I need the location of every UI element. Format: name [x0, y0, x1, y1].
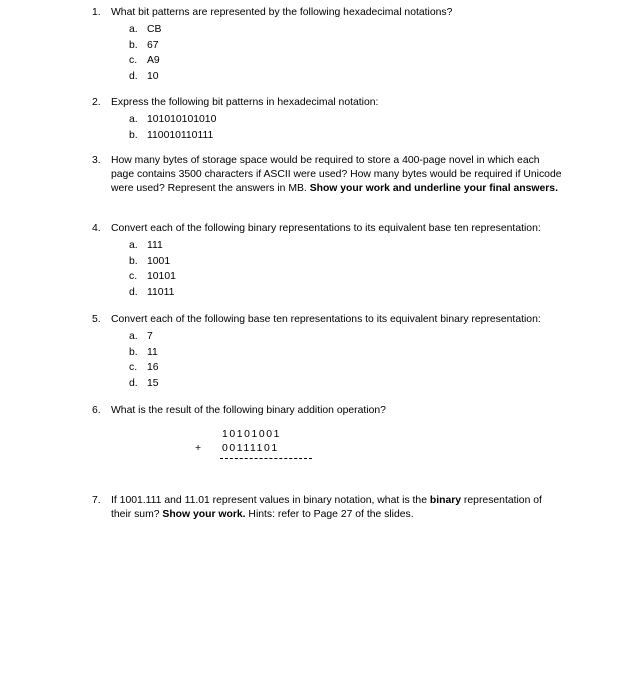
question-text: What is the result of the following binary addition operation? [111, 405, 386, 416]
option-item [129, 22, 562, 38]
option-list [129, 22, 562, 84]
question-text-bold: binary [429, 495, 462, 506]
option-item [129, 285, 562, 301]
question-text: Convert each of the following binary representations to its equivalent base ten representation: [111, 223, 541, 234]
option-list [129, 329, 562, 391]
question-number: 7. [92, 495, 101, 506]
option-item [129, 376, 562, 392]
question-number: 6. [92, 405, 101, 416]
question-number: 4. [92, 223, 101, 234]
question-3 [92, 154, 562, 196]
option-item [129, 128, 562, 144]
option-item [129, 238, 562, 254]
addend-2: 00111101 [222, 443, 279, 454]
option-letter: c. [129, 271, 138, 282]
option-value: 110010110111 [147, 129, 214, 141]
question-text: Convert each of the following base ten representations to its equivalent binary representation: [111, 314, 541, 325]
option-item [129, 112, 562, 128]
option-letter: c. [129, 362, 138, 373]
option-letter: d. [129, 377, 138, 389]
option-value: 10 [147, 70, 159, 82]
question-6 [92, 404, 562, 418]
option-item [129, 53, 562, 69]
question-1 [92, 6, 562, 84]
option-value: 67 [147, 39, 159, 51]
question-5 [92, 313, 562, 391]
sum-rule-line [220, 458, 312, 459]
option-letter: a. [129, 240, 138, 251]
question-text [111, 494, 562, 522]
question-text-part: If 1001.111 and 11.01 represent values in binary notation, what is the [111, 495, 430, 506]
option-item [129, 69, 562, 85]
question-text: What bit patterns are represented by the following hexadecimal notations? [111, 7, 453, 18]
option-list [129, 112, 562, 143]
option-letter: c. [129, 55, 138, 66]
question-text-bold: Show your work. [162, 509, 246, 520]
addend-1: 10101001 [222, 429, 282, 440]
option-letter: b. [129, 255, 138, 267]
question-text: Express the following bit patterns in hexadecimal notation: [111, 97, 379, 108]
question-number: 5. [92, 314, 101, 325]
option-value: A9 [147, 55, 160, 66]
question-text-part: Hints: refer to Page 27 of the slides. [245, 509, 414, 520]
option-item [129, 360, 562, 376]
option-letter: b. [129, 129, 138, 141]
question-7 [92, 494, 562, 522]
option-list [129, 238, 562, 300]
option-value: 101010101010 [147, 114, 217, 125]
question-text [111, 154, 562, 196]
option-item [129, 38, 562, 54]
option-letter: d. [129, 70, 138, 82]
option-value: 16 [147, 362, 159, 373]
option-value: 7 [147, 331, 153, 342]
question-number: 3. [92, 155, 101, 166]
option-value: 111 [147, 240, 163, 251]
option-letter: a. [129, 114, 138, 125]
question-number: 2. [92, 97, 101, 108]
option-letter: b. [129, 346, 138, 358]
question-text-part: representation of their sum? [111, 495, 542, 520]
option-letter: d. [129, 286, 138, 298]
plus-sign: + [195, 443, 202, 454]
option-item [129, 269, 562, 285]
option-value: 11 [147, 346, 158, 358]
option-value: 1001 [147, 255, 171, 267]
option-letter: a. [129, 24, 138, 35]
question-text-plain: How many bytes of storage space would be required to store a 400-page novel in which each page contains 3500 characters if ASCII were used? How many bytes would be required if Unicode were used? Represent the answers in MB. [111, 155, 562, 194]
option-value: 15 [147, 377, 159, 389]
option-value: CB [147, 24, 162, 35]
question-4 [92, 222, 562, 300]
question-number: 1. [92, 7, 101, 18]
option-item [129, 329, 562, 345]
option-item [129, 254, 562, 270]
question-text-bold: Show your work and underline your final answers. [309, 183, 558, 194]
option-item [129, 345, 562, 361]
option-value: 11011 [147, 286, 175, 298]
question-2 [92, 96, 562, 143]
option-letter: a. [129, 331, 138, 342]
option-value: 10101 [147, 271, 176, 282]
option-letter: b. [129, 39, 138, 51]
